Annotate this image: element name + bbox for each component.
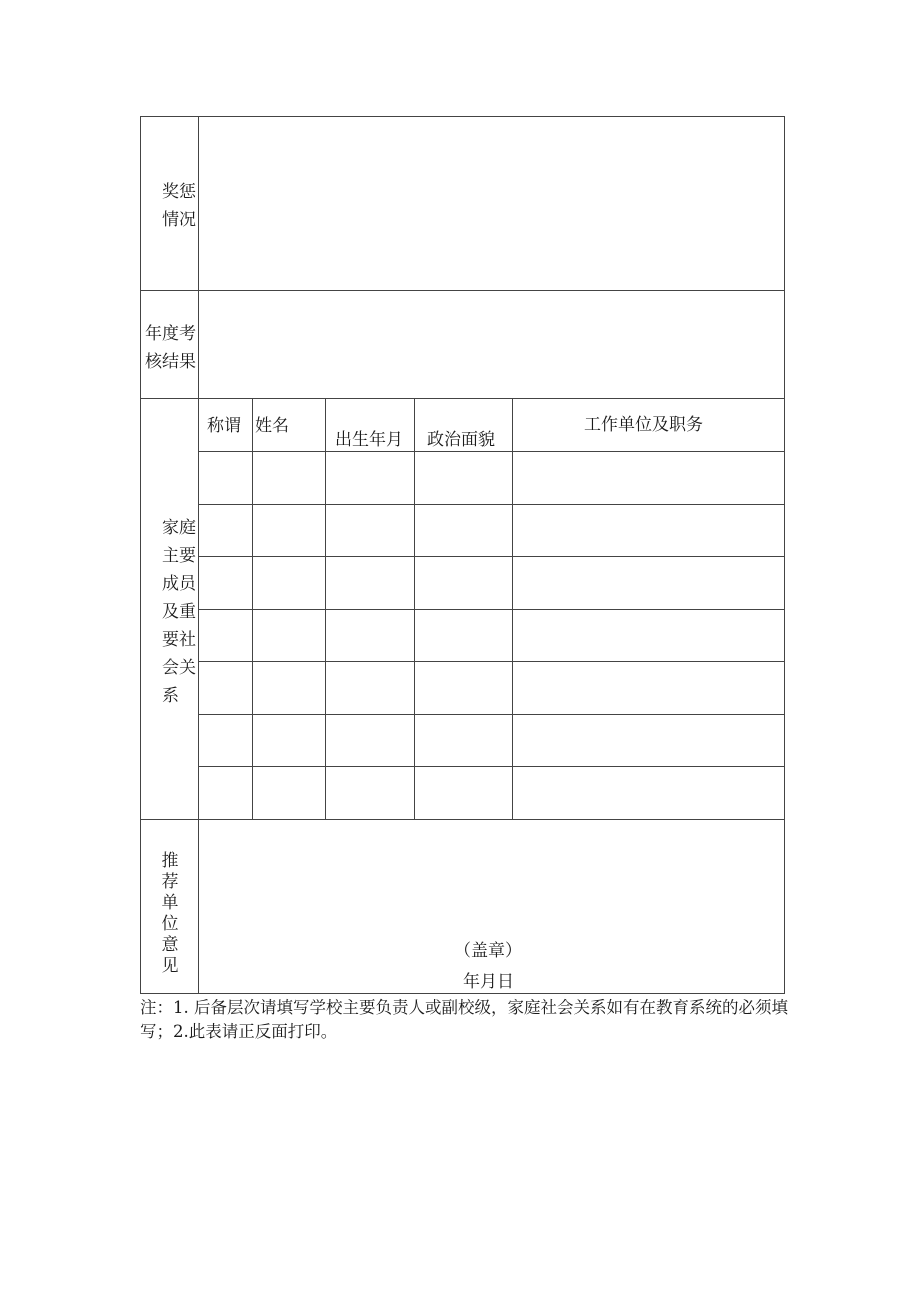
political-cell[interactable] [415,715,512,767]
relation-cell[interactable] [199,505,252,557]
appraisal-content-field[interactable] [199,291,784,398]
family-label-line: 家庭 [162,518,196,538]
political-cell[interactable] [415,610,512,662]
workplace-cell[interactable] [513,610,784,662]
name-cell[interactable] [253,505,325,557]
birth-cell[interactable] [326,610,414,662]
political-cell[interactable] [415,452,512,504]
recommend-label-char: 见 [161,956,179,976]
footnote: 注：1. 后备层次请填写学校主要负责人或副校级，家庭社会关系如有在教育系统的必须填写；2.此表请正反面打印。 [140,998,788,1041]
workplace-cell[interactable] [513,557,784,609]
name-cell[interactable] [253,767,325,819]
relation-cell[interactable] [199,767,252,819]
birth-cell[interactable] [326,767,414,819]
rewards-label-line: 情况 [162,210,196,230]
political-cell[interactable] [415,767,512,819]
name-cell[interactable] [253,610,325,662]
family-label-line: 主要 [162,546,196,566]
workplace-cell[interactable] [513,452,784,504]
name-cell[interactable] [253,662,325,714]
name-cell[interactable] [253,452,325,504]
recommend-content-field[interactable] [199,820,784,940]
family-label-line: 要社 [162,630,196,650]
relation-cell[interactable] [199,662,252,714]
recommend-label-char: 位 [161,914,179,934]
appraisal-label-line: 年度考 [145,324,196,344]
column-header-workplace: 工作单位及职务 [584,415,703,435]
birth-cell[interactable] [326,557,414,609]
appraisal-label-line: 核结果 [145,352,196,372]
birth-cell[interactable] [326,715,414,767]
recommend-label [160,851,180,977]
table-border-right [784,116,785,994]
workplace-cell[interactable] [513,715,784,767]
rewards-label-line: 奖惩 [162,182,196,202]
workplace-cell[interactable] [513,505,784,557]
workplace-cell[interactable] [513,767,784,819]
political-cell[interactable] [415,505,512,557]
rewards-content-field[interactable] [199,117,784,290]
relation-cell[interactable] [199,715,252,767]
political-cell[interactable] [415,557,512,609]
birth-cell[interactable] [326,662,414,714]
recommend-label-char: 荐 [161,872,179,892]
row-divider-appraisal [140,398,785,399]
relation-cell[interactable] [199,452,252,504]
seal-placeholder: （盖章） [454,941,522,961]
birth-cell[interactable] [326,505,414,557]
date-placeholder: 年月日 [463,972,514,992]
appraisal-label [140,320,196,376]
rewards-label [140,178,196,234]
family-label-line: 成员 [162,574,196,594]
family-label-line: 及重 [162,602,196,622]
recommend-label-char: 推 [161,851,179,871]
column-header-political: 政治面貌 [427,430,495,450]
relation-cell[interactable] [199,557,252,609]
recommend-label-char: 单 [161,893,179,913]
recommend-label-char: 意 [161,935,179,955]
family-label [140,514,196,710]
column-header-birth: 出生年月 [335,430,403,450]
column-header-relation: 称谓 [207,416,241,436]
workplace-cell[interactable] [513,662,784,714]
name-cell[interactable] [253,557,325,609]
name-cell[interactable] [253,715,325,767]
political-cell[interactable] [415,662,512,714]
relation-cell[interactable] [199,610,252,662]
family-label-line: 会关 [162,658,196,678]
family-label-line: 系 [162,686,179,706]
birth-cell[interactable] [326,452,414,504]
column-header-name: 姓名 [255,416,289,436]
